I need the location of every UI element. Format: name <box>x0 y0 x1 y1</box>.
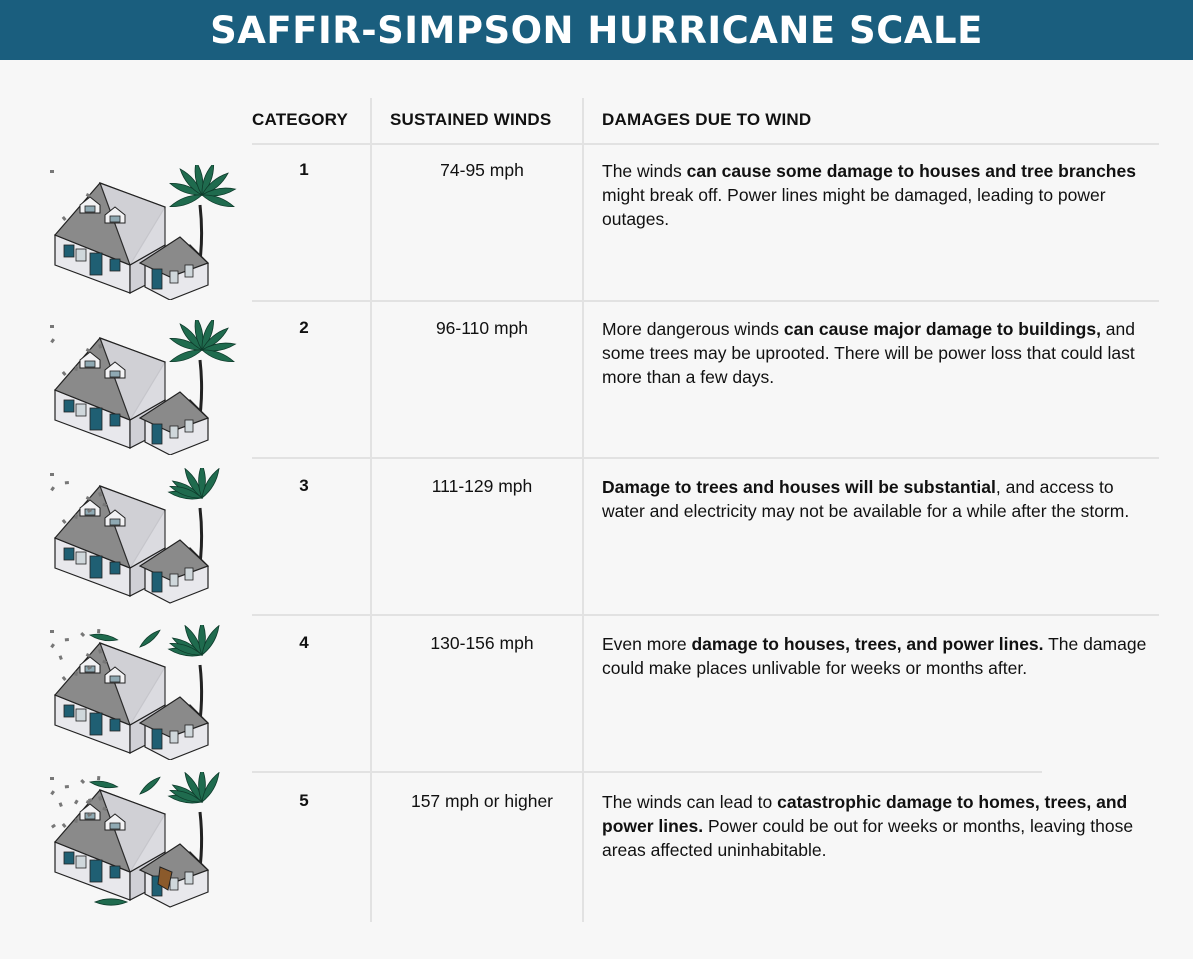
description-emphasis: Damage to trees and houses will be substantial <box>602 477 996 497</box>
house-category-1-icon <box>40 165 240 300</box>
description-text: Power could be out for weeks or months, leaving those areas affected uninhabitable. <box>602 816 1134 860</box>
row-divider <box>252 614 1159 616</box>
description-emphasis: can cause some damage to houses and tree branches <box>686 161 1136 181</box>
house-category-3-icon <box>40 468 240 608</box>
description-text: The winds can lead to <box>602 792 778 812</box>
house-category-4-icon <box>40 625 240 760</box>
row-divider <box>252 771 1042 773</box>
damage-description <box>602 790 1152 862</box>
row-divider <box>252 457 1159 459</box>
category-value: 3 <box>299 476 309 495</box>
description-text: Even more <box>602 634 692 654</box>
category-value: 2 <box>299 318 309 337</box>
description-text: The winds <box>602 161 687 181</box>
description-emphasis: can cause major damage to buildings, <box>783 319 1101 339</box>
damage-description <box>602 632 1152 680</box>
description-text: might break off. Power lines might be damaged, leading to power outages. <box>602 185 1106 229</box>
description-emphasis: damage to houses, trees, and power lines. <box>691 634 1044 654</box>
row-divider <box>252 300 1159 302</box>
description-text: , and access to water and electricity may not be available for a while after the storm. <box>602 477 1130 521</box>
title-banner <box>0 0 1193 60</box>
sustained-winds-value: 111-129 mph <box>431 476 533 496</box>
description-emphasis: catastrophic damage to homes, trees, and power lines. <box>602 792 1128 836</box>
description-text: More dangerous winds <box>602 319 784 339</box>
header-category: CATEGORY <box>252 110 349 129</box>
header-sustained-winds: SUSTAINED WINDS <box>390 110 552 129</box>
house-category-2-icon <box>40 320 240 455</box>
sustained-winds-value: 96-110 mph <box>435 318 529 338</box>
sustained-winds-value: 157 mph or higher <box>410 791 554 811</box>
row-divider <box>252 143 1159 145</box>
description-text: and some trees may be uprooted. There will be power loss that could last more than a few days. <box>602 319 1135 387</box>
category-value: 4 <box>299 633 309 652</box>
header-damages: DAMAGES DUE TO WIND <box>602 110 812 129</box>
category-value: 5 <box>299 791 309 810</box>
house-category-5-icon <box>40 772 240 912</box>
sustained-winds-value: 130-156 mph <box>430 633 534 653</box>
damage-description <box>602 317 1152 389</box>
column-divider <box>370 98 372 922</box>
sustained-winds-value: 74-95 mph <box>440 160 524 180</box>
description-text: The damage could make places unlivable for weeks or months after. <box>602 634 1147 678</box>
damage-description <box>602 475 1152 523</box>
damage-description <box>602 159 1152 231</box>
page-title: SAFFIR-SIMPSON HURRICANE SCALE <box>210 8 983 52</box>
category-value: 1 <box>299 160 309 179</box>
